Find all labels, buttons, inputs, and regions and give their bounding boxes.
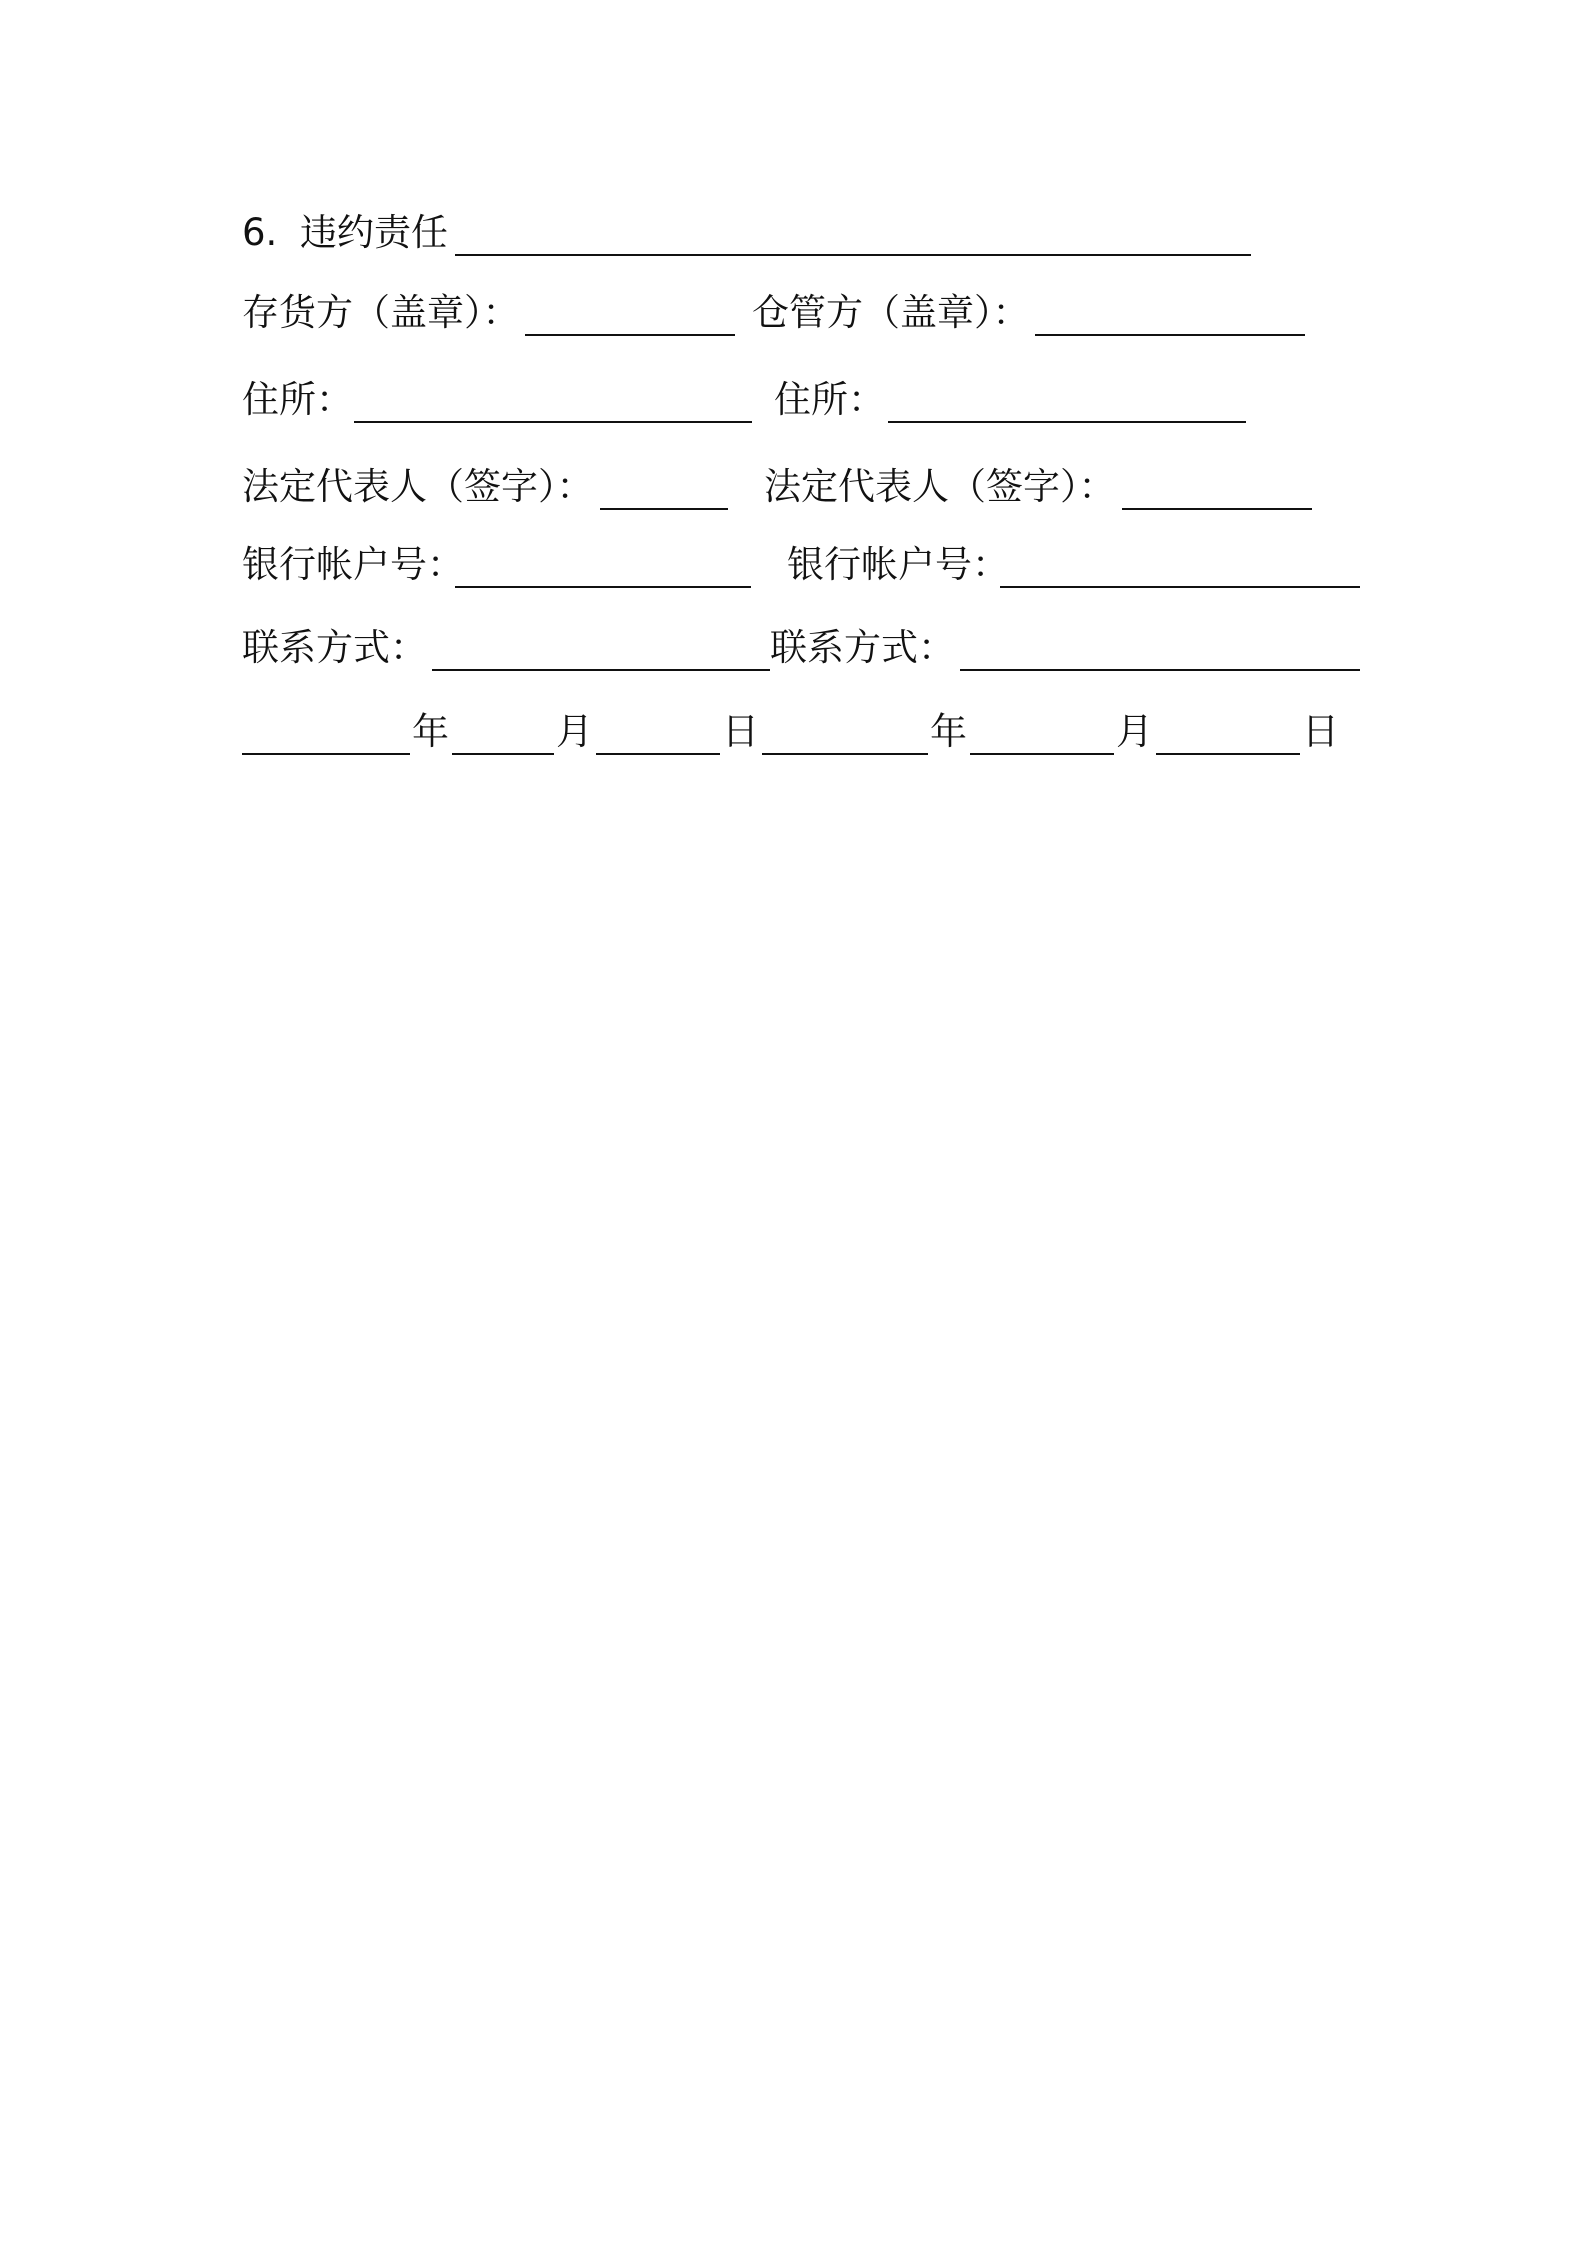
- clause-6-row: [242, 208, 1342, 258]
- legal-rep-blank-right[interactable]: [1122, 508, 1312, 510]
- bank-account-row: [242, 540, 1362, 590]
- legal-rep-label-right: 法定代表人（签字）：: [764, 465, 1116, 508]
- year-blank-right[interactable]: [762, 753, 928, 755]
- month-label-left: 月: [556, 710, 593, 753]
- month-label-right: 月: [1116, 710, 1153, 753]
- bank-account-label-left: 银行帐户号：: [242, 543, 464, 586]
- year-label-right: 年: [930, 710, 967, 753]
- contact-row: [242, 623, 1362, 673]
- address-label-left: 住所：: [242, 378, 353, 421]
- clause-title: 违约责任: [300, 211, 448, 254]
- date-row: [242, 707, 1362, 757]
- month-blank-left[interactable]: [452, 753, 554, 755]
- legal-rep-row: [242, 462, 1342, 512]
- seal-row: [242, 288, 1342, 338]
- address-row: [242, 375, 1342, 425]
- contact-blank-right[interactable]: [960, 669, 1360, 671]
- contact-label-right: 联系方式：: [770, 626, 955, 669]
- warehouse-seal-label: 仓管方（盖章）：: [752, 291, 1030, 334]
- day-blank-right[interactable]: [1156, 753, 1300, 755]
- address-blank-left[interactable]: [354, 421, 752, 423]
- depositor-seal-label: 存货方（盖章）：: [242, 291, 520, 334]
- depositor-seal-blank[interactable]: [525, 334, 735, 336]
- clause-number: 6.: [242, 211, 278, 254]
- bank-account-blank-left[interactable]: [455, 586, 751, 588]
- address-label-right: 住所：: [774, 378, 885, 421]
- day-label-left: 日: [722, 710, 759, 753]
- contact-blank-left[interactable]: [432, 669, 770, 671]
- year-label-left: 年: [412, 710, 449, 753]
- day-label-right: 日: [1302, 710, 1339, 753]
- year-blank-left[interactable]: [242, 753, 410, 755]
- bank-account-blank-right[interactable]: [1000, 586, 1360, 588]
- contact-label-left: 联系方式：: [242, 626, 427, 669]
- warehouse-seal-blank[interactable]: [1035, 334, 1305, 336]
- month-blank-right[interactable]: [970, 753, 1114, 755]
- address-blank-right[interactable]: [888, 421, 1246, 423]
- legal-rep-blank-left[interactable]: [600, 508, 728, 510]
- bank-account-label-right: 银行帐户号：: [787, 543, 1009, 586]
- liability-blank[interactable]: [455, 254, 1251, 256]
- day-blank-left[interactable]: [596, 753, 720, 755]
- legal-rep-label-left: 法定代表人（签字）：: [242, 465, 594, 508]
